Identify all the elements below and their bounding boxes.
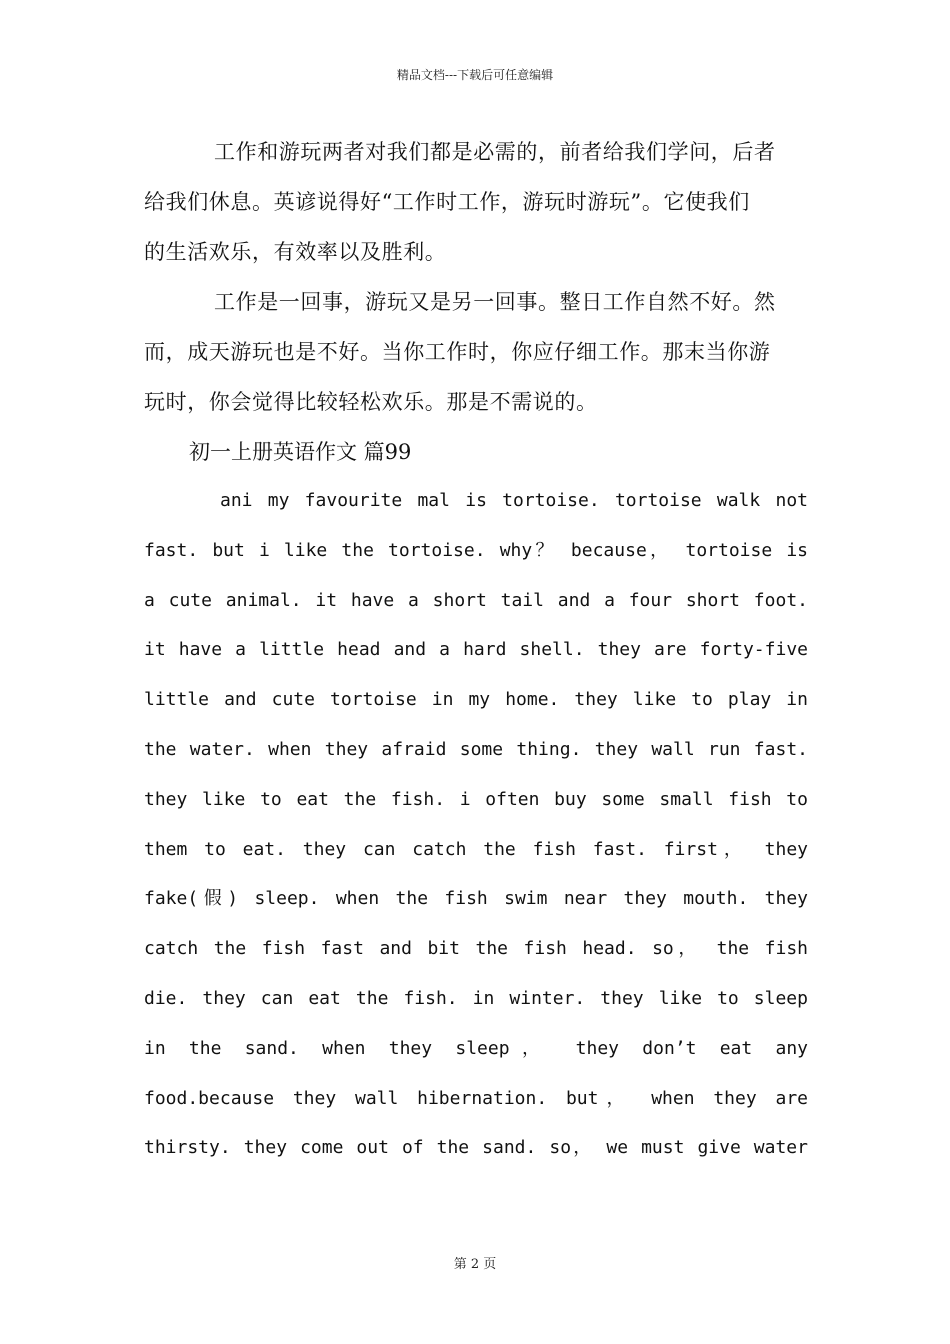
paragraph-line: 的生活欢乐，有效率以及胜利。: [144, 240, 447, 264]
paragraph-line: 工作和游玩两者对我们都是必需的，前者给我们学问，后者: [214, 140, 776, 164]
page-footer: 第 2 页: [453, 1257, 497, 1272]
essay-line: it have a little head and a hard shell. they are forty-five: [144, 639, 808, 661]
essay-line: catch the fish fast and bit the fish head. so， the fish: [144, 938, 808, 960]
paragraph-line: 工作是一回事，游玩又是另一回事。整日工作自然不好。然: [214, 290, 776, 314]
essay-line: little and cute tortoise in my home. they like to play in: [144, 689, 808, 711]
essay-line: fast. but i like the tortoise. why？ because， tortoise is: [144, 539, 808, 561]
essay-line: die. they can eat the fish. in winter. they like to sleep: [144, 987, 808, 1009]
essay-line: ani my favourite mal is tortoise. tortoise walk not: [220, 490, 808, 511]
essay-line: them to eat. they can catch the fish fast. first， they: [144, 838, 808, 860]
english-essay: [144, 476, 808, 1173]
paragraph-line: 给我们休息。英谚说得好“工作时工作，游玩时游玩”。它使我们: [144, 190, 750, 214]
page-header: 精品文档---下载后可任意编辑: [396, 68, 554, 82]
essay-line: they like to eat the fish. i often buy some small fish to: [144, 788, 808, 810]
paragraph-line: 玩时，你会觉得比较轻松欢乐。那是不需说的。: [144, 390, 598, 414]
essay-line: a cute animal. it have a short tail and a four short foot.: [144, 589, 808, 611]
paragraph-line: 而，成天游玩也是不好。当你工作时，你应仔细工作。那末当你游: [144, 340, 771, 364]
essay-line: thirsty. they come out of the sand. so， we must give water: [144, 1137, 808, 1159]
section-heading: 初一上册英语作文 篇99: [189, 440, 412, 464]
essay-line: food.because they wall hibernation. but， when they are: [144, 1087, 808, 1109]
essay-line: in the sand. when they sleep， they don’t eat any: [144, 1037, 808, 1059]
essay-line: fake(假) sleep. when the fish swim near they mouth. they: [144, 888, 808, 910]
paragraph-1: [144, 127, 814, 277]
paragraph-2: [144, 277, 814, 427]
essay-line: the water. when they afraid some thing. they wall run fast.: [144, 738, 808, 760]
